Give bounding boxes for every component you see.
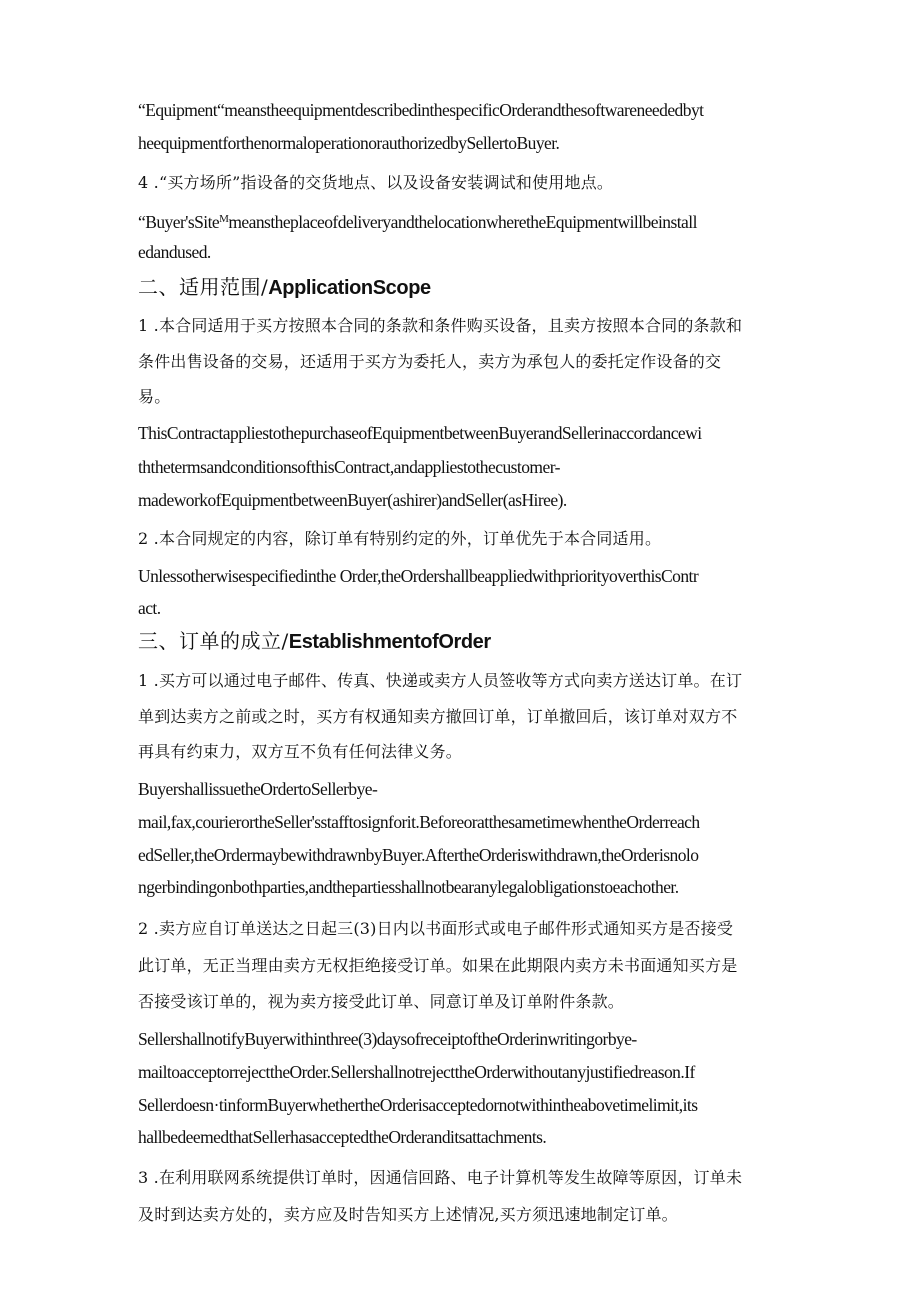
scope-clause-2-en-line-2: act. [138, 598, 161, 618]
order-clause-1-cn-line-1: 1 .买方可以通过电子邮件、传真、快递或卖方人员签收等方式向卖方送达订单。在订 [138, 671, 743, 690]
scope-clause-1-cn-line-3: 易。 [138, 387, 171, 406]
equipment-definition-en-line-1: “Equipment“meanstheequipmentdescribedinthespecificOrderandthesoftwareneededbyt [138, 100, 704, 120]
order-clause-1-en-line-4: ngerbindingonbothparties,andthepartiesshallnotbearanylegalobligationstoeachother. [138, 877, 679, 897]
order-clause-1-en-line-3: edSeller,theOrdermaybewithdrawnbyBuyer.AftertheOrderiswithdrawn,theOrderisnolo [138, 845, 699, 865]
order-clause-1-en-line-2: mail,fax,courierortheSeller'sstafftosignforit.BeforeoratthesametimewhentheOrderreach [138, 812, 700, 832]
order-clause-2-cn-line-1: 2 .卖方应自订单送达之日起三(3)日内以书面形式或电子邮件形式通知买方是否接受 [138, 919, 734, 938]
order-clause-2-cn-line-3: 否接受该订单的，视为卖方接受此订单、同意订单及订单附件条款。 [138, 992, 625, 1011]
order-clause-2-en-line-1: SellershallnotifyBuyerwithinthree(3)daysofreceiptoftheOrderinwritingorbye- [138, 1029, 637, 1049]
scope-clause-1-en-line-2: ththetermsandconditionsofthisContract,andappliestothecustomer- [138, 457, 560, 477]
section-heading-en: EstablishmentofOrder [288, 631, 491, 653]
equipment-definition-en-line-2: heequipmentforthenormaloperationorauthorizedbySellertoBuyer. [138, 133, 560, 153]
section-heading-cn: 二、适用范围/ [138, 275, 269, 299]
order-clause-1-cn-line-3: 再具有约束力，双方互不负有任何法律义务。 [138, 742, 463, 761]
buyers-site-definition-cn: 4 .“买方场所”指设备的交货地点、以及设备安装调试和使用地点。 [138, 173, 614, 192]
order-clause-2-en-line-3: Sellerdoesn·tinformBuyerwhethertheOrderisacceptedornotwithintheabovetimelimit,its [138, 1095, 698, 1115]
order-clause-1-cn-line-2: 单到达卖方之前或之时，买方有权通知卖方撤回订单，订单撤回后，该订单对双方不 [138, 707, 738, 726]
scope-clause-2-cn: 2 .本合同规定的内容，除订单有特别约定的外，订单优先于本合同适用。 [138, 529, 662, 548]
order-clause-3-cn-line-1: 3 .在利用联网系统提供订单时，因通信回路、电子计算机等发生故障等原因，订单未 [138, 1168, 743, 1187]
scope-clause-1-cn-line-1: 1 .本合同适用于买方按照本合同的条款和条件购买设备，且卖方按照本合同的条款和 [138, 316, 743, 335]
order-clause-2-en-line-2: mailtoacceptorrejecttheOrder.SellershallnotrejecttheOrderwithoutanyjustifiedreason.If [138, 1062, 695, 1082]
order-clause-3-cn-line-2: 及时到达卖方处的，卖方应及时告知买方上述情况,买方须迅速地制定订单。 [138, 1205, 678, 1224]
scope-clause-1-en-line-3: madeworkofEquipmentbetweenBuyer(ashirer)andSeller(asHiree). [138, 490, 567, 510]
buyers-site-definition-text: meanstheplaceofdeliveryandthelocationwheretheEquipmentwillbeinstall [228, 212, 697, 232]
scope-clause-1-en-line-1: ThisContractappliestothepurchaseofEquipmentbetweenBuyerandSellerinaccordancewi [138, 423, 702, 443]
order-clause-1-en-line-1: BuyershallissuetheOrdertoSellerbye- [138, 779, 378, 799]
scope-clause-1-cn-line-2: 条件出售设备的交易，还适用于买方为委托人，卖方为承包人的委托定作设备的交 [138, 352, 722, 371]
section-heading-application-scope [138, 274, 788, 301]
order-clause-2-en-line-4: hallbedeemedthatSellerhasacceptedtheOrderanditsattachments. [138, 1127, 547, 1147]
quote-mark-superscript: M [219, 213, 229, 225]
section-heading-en: ApplicationScope [268, 277, 431, 299]
section-heading-cn: 三、订单的成立/ [138, 629, 289, 653]
buyers-site-definition-en-line-2: edandused. [138, 242, 211, 262]
buyers-site-term: “Buyer'sSite [138, 212, 220, 232]
scope-clause-2-en-line-1: Unlessotherwisespecifiedinthe Order,theOrdershallbeappliedwithpriorityoverthisContr [138, 566, 699, 586]
order-clause-2-cn-line-2: 此订单，无正当理由卖方无权拒绝接受订单。如果在此期限内卖方未书面通知买方是 [138, 956, 738, 975]
buyers-site-definition-en-line-1 [138, 208, 788, 233]
section-heading-establishment-of-order [138, 628, 788, 655]
